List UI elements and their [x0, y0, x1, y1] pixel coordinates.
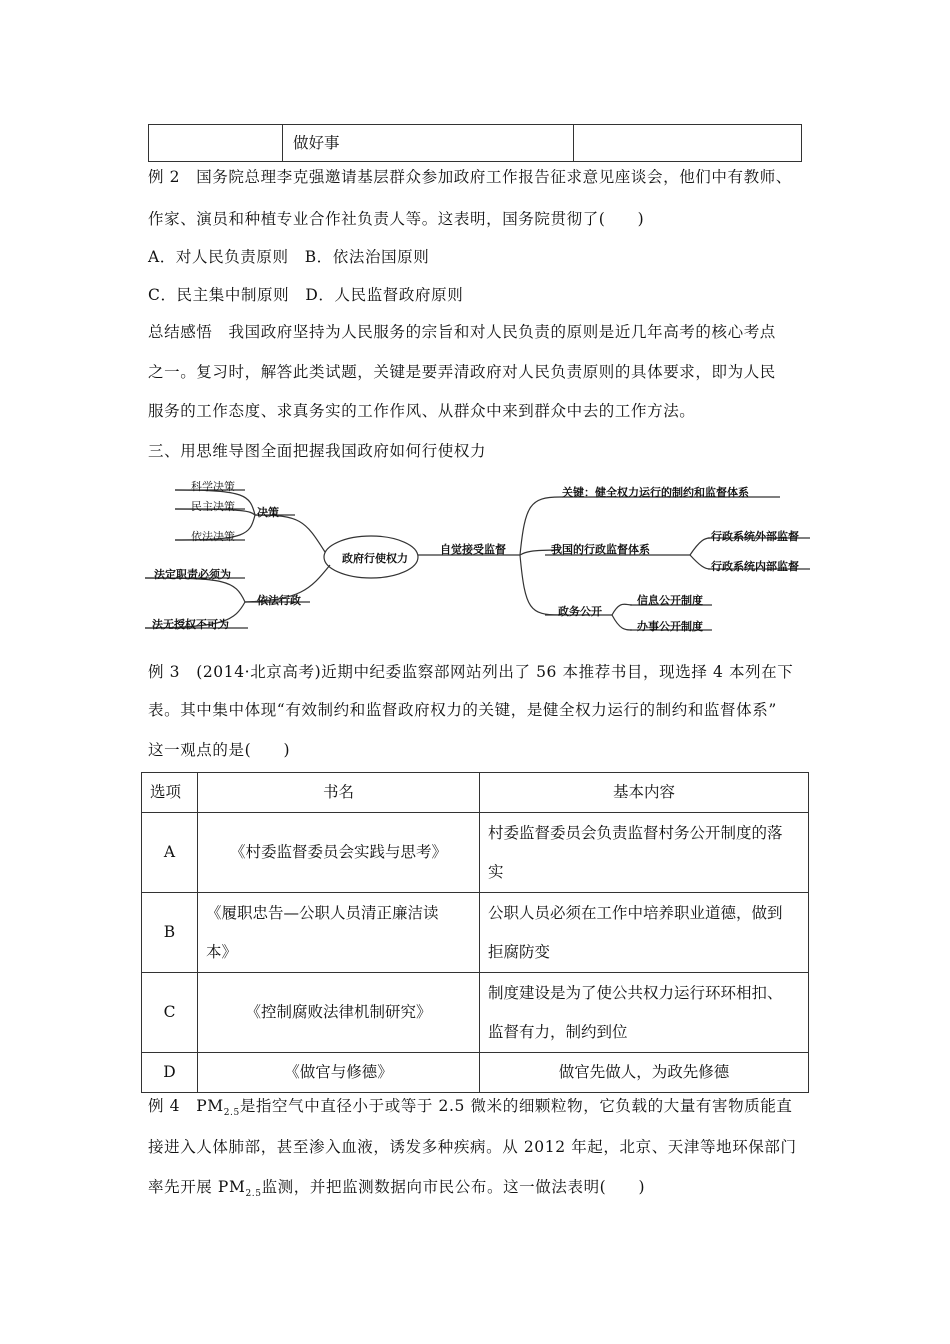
- row-content: [480, 973, 809, 1053]
- ex3-line-2: 表。其中集中体现“有效制约和监督政府权力的关键，是健全权力运行的制约和监督体系”: [148, 701, 777, 719]
- pm-subscript: 2.5: [223, 1108, 240, 1119]
- row-title: 《村委监督委员会实践与思考》: [198, 813, 480, 893]
- top-table-cell-2: 做好事: [283, 125, 574, 162]
- ex2-line-2: 作家、演员和种植专业合作社负责人等。这表明，国务院贯彻了( ): [148, 210, 645, 228]
- row-content: [480, 893, 809, 973]
- row-title: 《控制腐败法律机制研究》: [198, 973, 480, 1053]
- row-option: B: [142, 893, 198, 973]
- mindmap-decision: 决策: [257, 506, 279, 519]
- mindmap-system: 我国的行政监督体系: [551, 543, 650, 556]
- row-content-line: 实: [488, 862, 504, 881]
- ex4-line-1: [148, 1094, 793, 1118]
- mindmap-affairs: 办事公开制度: [637, 620, 703, 633]
- books-table: [141, 772, 809, 1093]
- row-content: [480, 813, 809, 893]
- row-option: D: [142, 1053, 198, 1093]
- summary-line-1: 总结感悟 我国政府坚持为人民服务的宗旨和对人民负责的原则是近几年高考的核心考点: [148, 323, 776, 341]
- mindmap-info: 信息公开制度: [637, 594, 703, 607]
- summary-line-2: 之一。复习时，解答此类试题，关键是要弄清政府对人民负责原则的具体要求，即为人民: [148, 363, 776, 381]
- mindmap-open: 政务公开: [558, 605, 602, 618]
- ex3-line-3: 这一观点的是( ): [148, 741, 291, 759]
- header-title: 书名: [198, 773, 480, 813]
- mindmap-must: 法定职责必须为: [154, 568, 231, 581]
- ex4-line-1-b: 是指空气中直径小于或等于 2.5 微米的细颗粒物，它负载的大量有害物质能直: [239, 1097, 793, 1115]
- ex2-line-1: 例 2 国务院总理李克强邀请基层群众参加政府工作报告征求意见座谈会，他们中有教师、: [148, 168, 792, 186]
- row-content: 做官先做人，为政先修德: [480, 1053, 809, 1093]
- ex2-options-ab: A．对人民负责原则 B．依法治国原则: [148, 248, 430, 266]
- row-content-line: 村委监督委员会负责监督村务公开制度的落: [488, 823, 783, 842]
- table-row: [142, 813, 809, 893]
- ex4-line-2: 接进入人体肺部，甚至渗入血液，诱发多种疾病。从 2012 年起，北京、天津等地环保部门: [148, 1138, 797, 1156]
- mindmap-nomust: 法无授权不可为: [152, 618, 229, 631]
- header-content: 基本内容: [480, 773, 809, 813]
- row-title: [198, 893, 480, 973]
- ex4-line-1-a: 例 4 PM: [148, 1097, 224, 1115]
- mindmap-demo-decision: 民主决策: [191, 500, 235, 513]
- header-option: 选项: [142, 773, 198, 813]
- ex2-options-cd: C．民主集中制原则 D．人民监督政府原则: [148, 286, 464, 304]
- table-header-row: [142, 773, 809, 813]
- row-title: 《做官与修德》: [198, 1053, 480, 1093]
- row-option: C: [142, 973, 198, 1053]
- row-content-line: 拒腐防变: [488, 942, 551, 961]
- pm-subscript: 2.5: [245, 1189, 262, 1200]
- mindmap-external: 行政系统外部监督: [711, 530, 799, 543]
- mindmap-center: 政府行使权力: [342, 552, 408, 565]
- table-row: [142, 893, 809, 973]
- row-title-line: 本》: [206, 942, 238, 961]
- mindmap-sci-decision: 科学决策: [191, 480, 235, 493]
- row-title-line: 《履职忠告—公职人员清正廉洁读: [206, 903, 439, 922]
- mindmap-supervise: 自觉接受监督: [440, 543, 506, 556]
- ex4-line-3-a: 率先开展 PM: [148, 1178, 246, 1196]
- mindmap-key: 关键：健全权力运行的制约和监督体系: [562, 486, 749, 499]
- row-content-line: 公职人员必须在工作中培养职业道德，做到: [488, 903, 783, 922]
- row-option: A: [142, 813, 198, 893]
- ex3-line-1: 例 3 (2014·北京高考)近期中纪委监察部网站列出了 56 本推荐书目，现选择 4 本列在下: [148, 663, 794, 681]
- section-3-heading: 三、用思维导图全面把握我国政府如何行使权力: [148, 442, 487, 460]
- ex4-line-3-b: 监测，并把监测数据向市民公布。这一做法表明( ): [261, 1178, 646, 1196]
- table-row: [142, 1053, 809, 1093]
- ex4-line-3: [148, 1175, 645, 1199]
- row-content-line: 制度建设是为了使公共权力运行环环相扣、: [488, 983, 783, 1002]
- summary-line-3: 服务的工作态度、求真务实的工作作风、从群众中来到群众中去的工作方法。: [148, 402, 696, 420]
- mindmap-admin: 依法行政: [257, 594, 301, 607]
- row-content-line: 监督有力，制约到位: [488, 1022, 628, 1041]
- mindmap-law-decision: 依法决策: [191, 530, 235, 543]
- table-row: [142, 973, 809, 1053]
- mindmap-internal: 行政系统内部监督: [711, 560, 799, 573]
